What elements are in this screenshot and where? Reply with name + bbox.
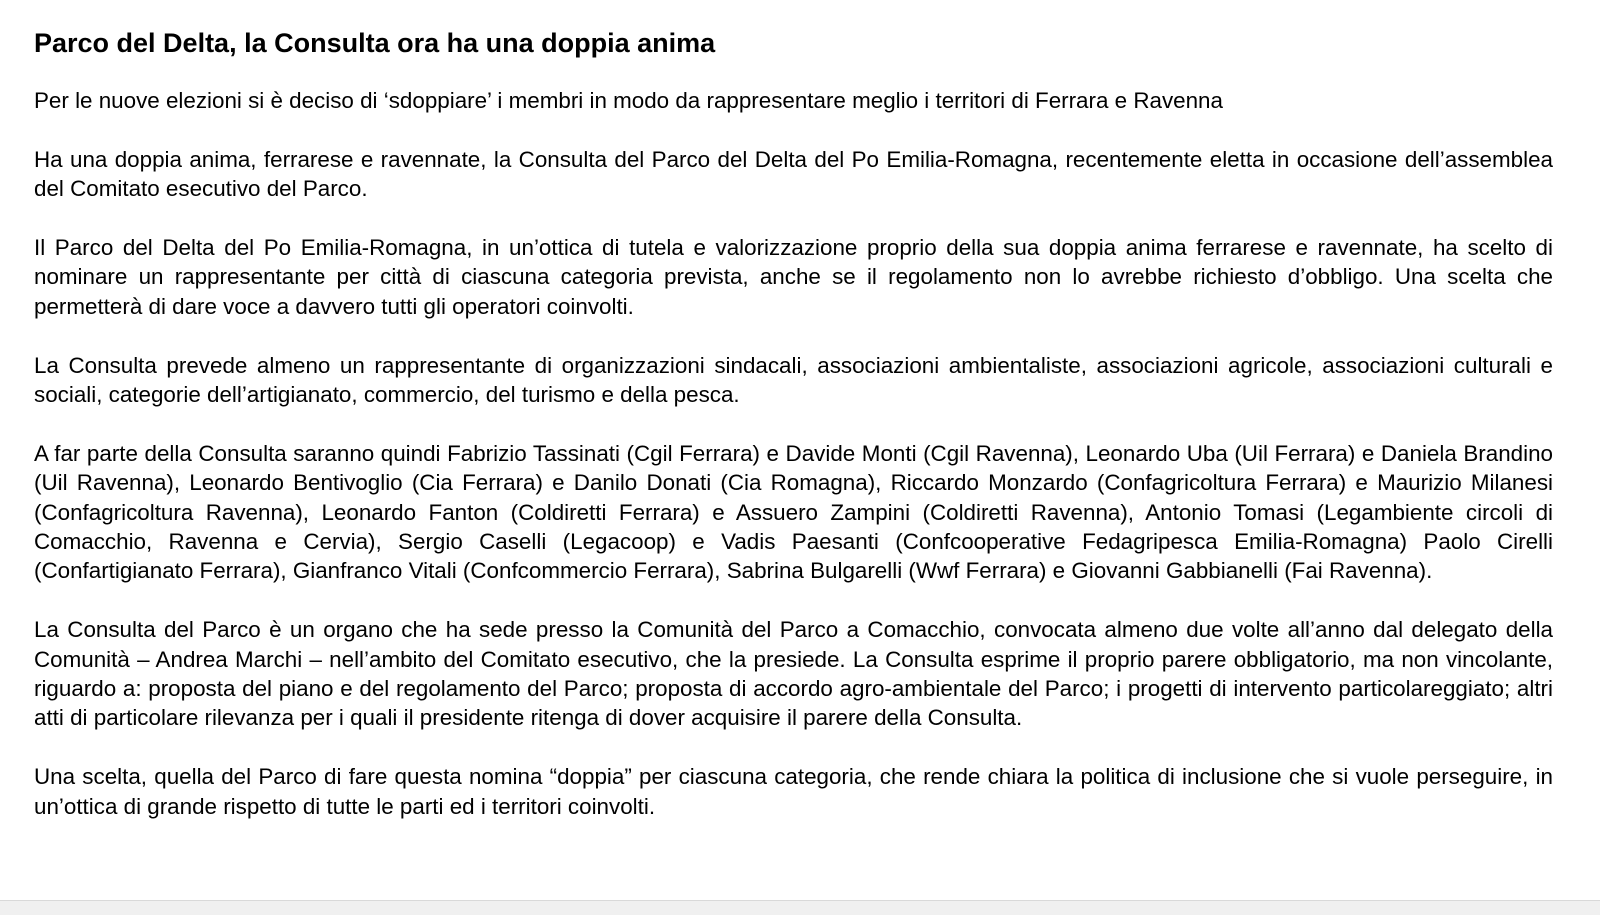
article-paragraph: Una scelta, quella del Parco di fare questa nomina “doppia” per ciascuna categoria, che rende chiara la politica di inclusione che si vuole perseguire, in un’ottica di grande rispetto di tutte le parti ed i territori coinvolti. <box>34 764 1553 819</box>
article-subtitle: Per le nuove elezioni si è deciso di ‘sdoppiare’ i membri in modo da rappresentare meglio i territori di Ferrara e Ravenna <box>34 88 1223 113</box>
document-body <box>34 24 1553 850</box>
article-paragraph: A far parte della Consulta saranno quindi Fabrizio Tassinati (Cgil Ferrara) e Davide Monti (Cgil Ravenna), Leonardo Uba (Uil Ferrara) e Daniela Brandino (Uil Ravenna), Leonardo Bentivoglio (Cia Ferrara) e Danilo Donati (Cia Romagna), Riccardo Monzardo (Confagricoltura Ferrara) e Maurizio Milanesi (Confagricoltura Ravenna), Leonardo Fanton (Coldiretti Ferrara) e Assuero Zampini (Coldiretti Ravenna), Antonio Tomasi (Legambiente circoli di Comacchio, Ravenna e Cervia), Sergio Caselli (Legacoop) e Vadis Paesanti (Confcooperative Fedagripesca Emilia-Romagna) Paolo Cirelli (Confartigianato Ferrara), Gianfranco Vitali (Confcommercio Ferrara), Sabrina Bulgarelli (Wwf Ferrara) e Giovanni Gabbianelli (Fai Ravenna). <box>34 440 1553 584</box>
article-title: Parco del Delta, la Consulta ora ha una doppia anima <box>34 28 716 58</box>
article-paragraph: La Consulta del Parco è un organo che ha sede presso la Comunità del Parco a Comacchio, convocata almeno due volte all’anno dal delegato della Comunità – Andrea Marchi – nell’ambito del Comitato esecutivo, che la presiede. La Consulta esprime il proprio parere obbligatorio, ma non vincolante, riguardo a: proposta del piano e del regolamento del Parco; proposta di accordo agro-ambientale del Parco; i progetti di intervento particolareggiato; altri atti di particolare rilevanza per i quali il presidente ritenga di dover acquisire il parere della Consulta. <box>34 617 1553 731</box>
article-paragraph: Ha una doppia anima, ferrarese e ravennate, la Consulta del Parco del Delta del Po Emilia-Romagna, recentemente eletta in occasione dell’assemblea del Comitato esecutivo del Parco. <box>34 146 1553 202</box>
article-paragraph: Il Parco del Delta del Po Emilia-Romagna, in un’ottica di tutela e valorizzazione proprio della sua doppia anima ferrarese e ravennate, ha scelto di nominare un rappresentante per città di ciascuna categoria prevista, anche se il regolamento non lo avrebbe richiesto d’obbligo. Una scelta che permetterà di dare voce a davvero tutti gli operatori coinvolti. <box>34 235 1553 319</box>
article-paragraph: La Consulta prevede almeno un rappresentante di organizzazioni sindacali, associazioni ambientaliste, associazioni agricole, associazioni culturali e sociali, categorie dell’artigianato, commercio, del turismo e della pesca. <box>34 352 1553 408</box>
horizontal-scrollbar[interactable] <box>0 900 1600 915</box>
